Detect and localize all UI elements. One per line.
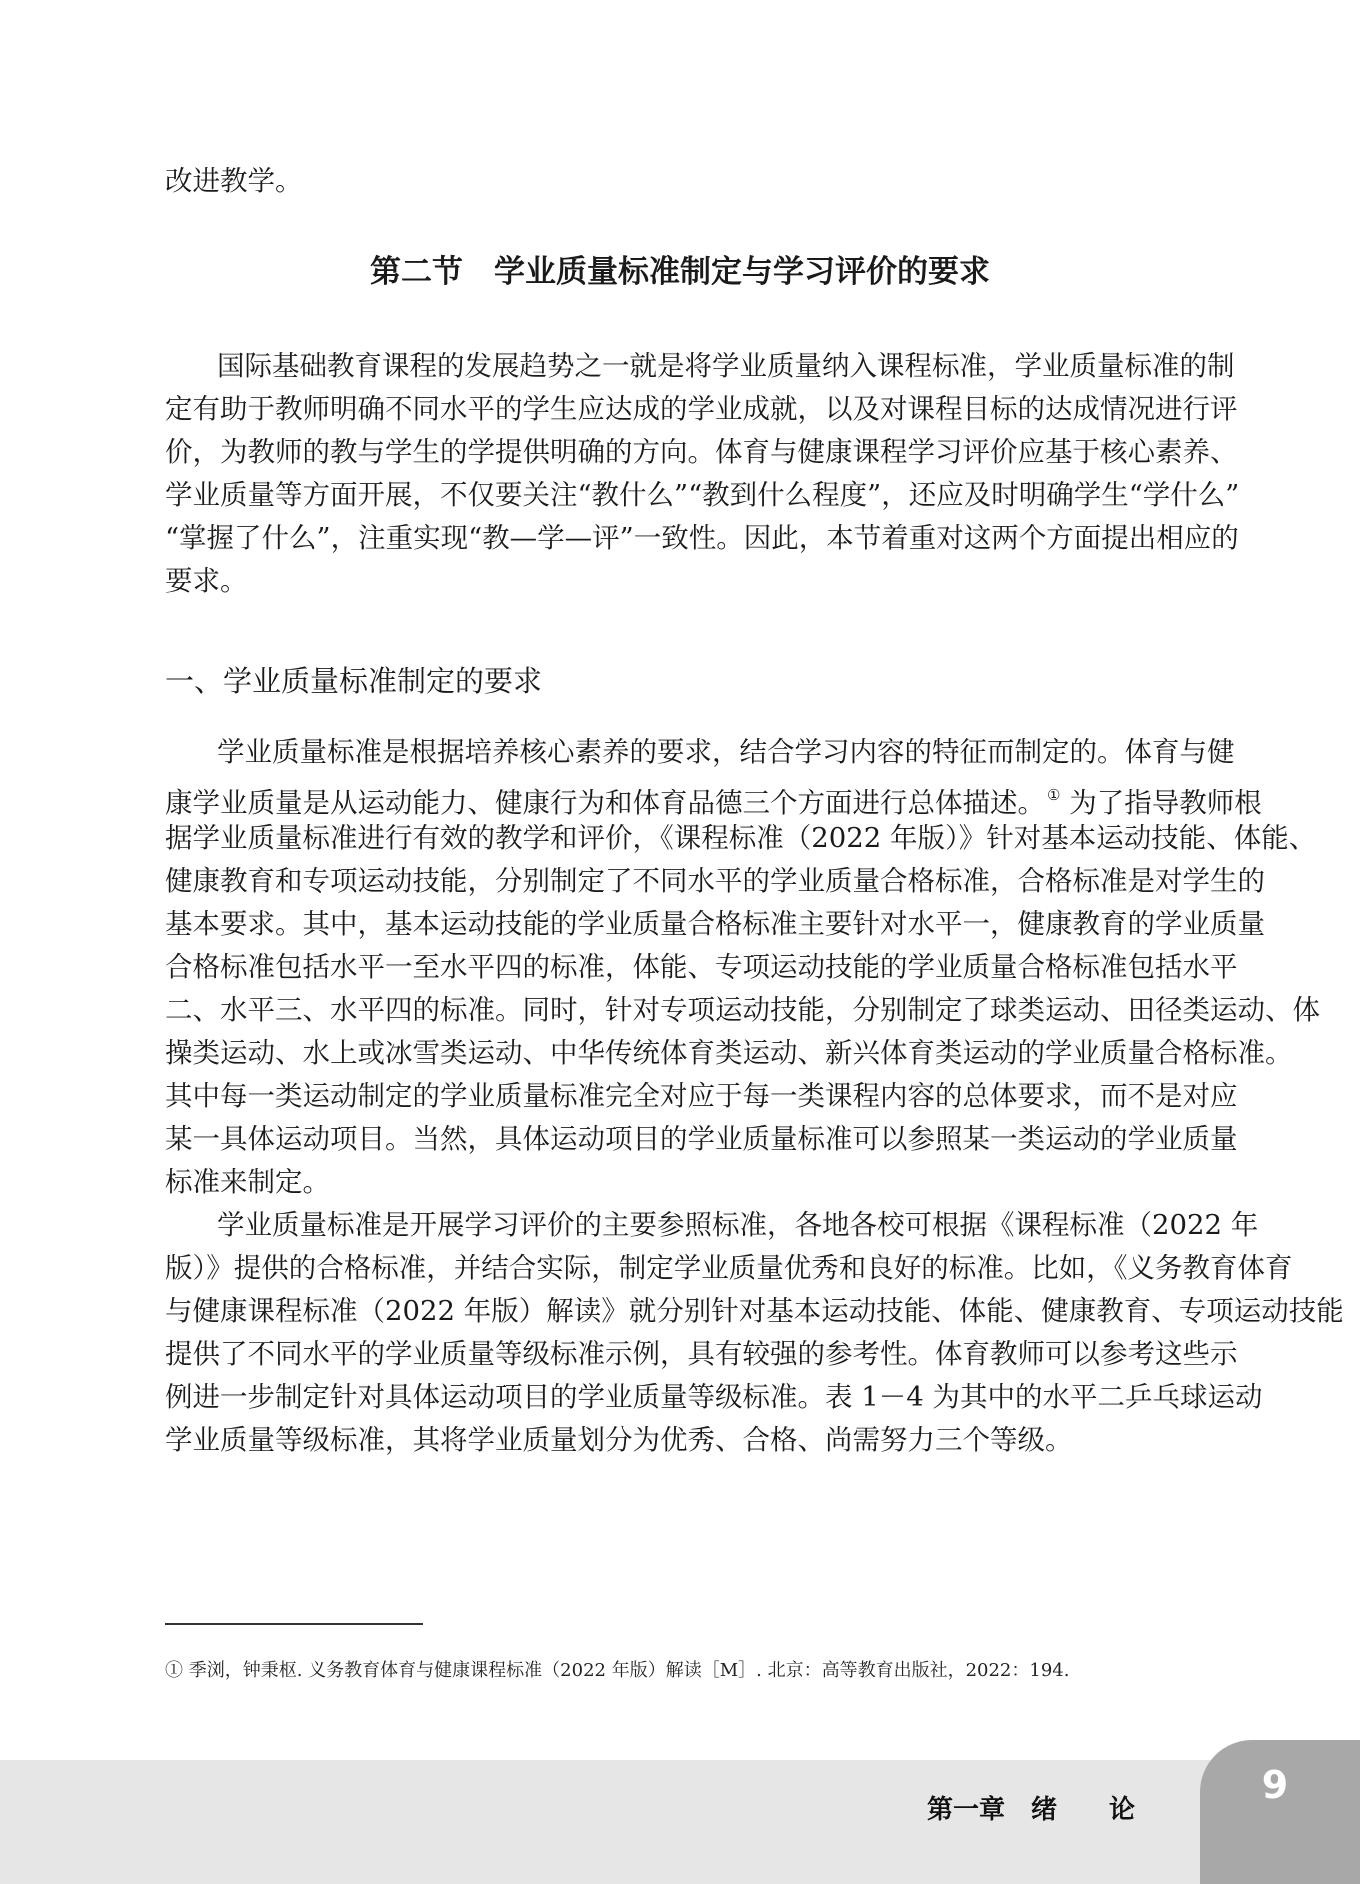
paragraph-line: 与健康课程标准（2022 年版）解读》就分别针对基本运动技能、体能、健康教育、专项运动技能 (165, 1295, 1344, 1327)
paragraph-line: 操类运动、水上或冰雪类运动、中华传统体育类运动、新兴体育类运动的学业质量合格标准。 (165, 1037, 1293, 1069)
paragraph-line: 提供了不同水平的学业质量等级标准示例，具有较强的参考性。体育教师可以参考这些示 (165, 1338, 1238, 1370)
paragraph-line: 其中每一类运动制定的学业质量标准完全对应于每一类课程内容的总体要求，而不是对应 (165, 1080, 1238, 1112)
paragraph-line: 学业质量标准是根据培养核心素养的要求，结合学习内容的特征而制定的。体育与健 (217, 736, 1235, 768)
paragraph-line (165, 776, 1262, 822)
footnote-divider (165, 1623, 423, 1625)
paragraph-line-text: 康学业质量是从运动能力、健康行为和体育品德三个方面进行总体描述。 (165, 787, 1045, 819)
paragraph-line: 二、水平三、水平四的标准。同时，针对专项运动技能，分别制定了球类运动、田径类运动、体 (165, 994, 1320, 1026)
paragraph-line: 价，为教师的教与学生的学提供明确的方向。体育与健康课程学习评价应基于核心素养、 (165, 436, 1238, 468)
paragraph-line: 健康教育和专项运动技能，分别制定了不同水平的学业质量合格标准，合格标准是对学生的 (165, 865, 1265, 897)
footnote: ① 季浏，钟秉枢. 义务教育体育与健康课程标准（2022 年版）解读［M］. 北京：高等教育出版社，2022：194. (165, 1660, 1070, 1681)
paragraph-line: 标准来制定。 (165, 1166, 330, 1198)
continuation-line: 改进教学。 (165, 165, 303, 197)
paragraph-line: 版）》提供的合格标准，并结合实际，制定学业质量优秀和良好的标准。比如，《义务教育体育 (165, 1252, 1293, 1284)
paragraph-line: 合格标准包括水平一至水平四的标准，体能、专项运动技能的学业质量合格标准包括水平 (165, 951, 1238, 983)
paragraph-line: 例进一步制定针对具体运动项目的学业质量等级标准。表 1－4 为其中的水平二乒乓球运动 (165, 1381, 1263, 1413)
section-heading: 第二节 学业质量标准制定与学习评价的要求 (370, 254, 990, 290)
footnote-marker[interactable]: ① (1047, 786, 1061, 804)
footer-band (0, 1760, 1360, 1884)
paragraph-line: 国际基础教育课程的发展趋势之一就是将学业质量纳入课程标准，学业质量标准的制 (217, 350, 1235, 382)
subsection-heading: 一、学业质量标准制定的要求 (165, 664, 543, 698)
paragraph-line: 要求。 (165, 565, 248, 597)
chapter-label: 第一章 绪 论 (926, 1795, 1135, 1825)
paragraph-line: 学业质量等方面开展，不仅要关注“教什么”“教到什么程度”，还应及时明确学生“学什么” (165, 479, 1240, 511)
paragraph-line: “掌握了什么”，注重实现“教—学—评”一致性。因此，本节着重对这两个方面提出相应的 (165, 522, 1239, 554)
paragraph-line: 某一具体运动项目。当然，具体运动项目的学业质量标准可以参照某一类运动的学业质量 (165, 1123, 1238, 1155)
paragraph-line: 学业质量等级标准，其将学业质量划分为优秀、合格、尚需努力三个等级。 (165, 1424, 1073, 1456)
page-number: 9 (1261, 1763, 1289, 1807)
paragraph-line: 学业质量标准是开展学习评价的主要参照标准，各地各校可根据《课程标准（2022 年 (217, 1209, 1259, 1241)
paragraph-line: 定有助于教师明确不同水平的学生应达成的学业成就，以及对课程目标的达成情况进行评 (165, 393, 1238, 425)
paragraph-line: 据学业质量标准进行有效的教学和评价，《课程标准（2022 年版）》针对基本运动技能、体能、 (165, 822, 1317, 854)
paragraph-line-text: 为了指导教师根 (1060, 787, 1262, 819)
paragraph-line: 基本要求。其中，基本运动技能的学业质量合格标准主要针对水平一，健康教育的学业质量 (165, 908, 1265, 940)
